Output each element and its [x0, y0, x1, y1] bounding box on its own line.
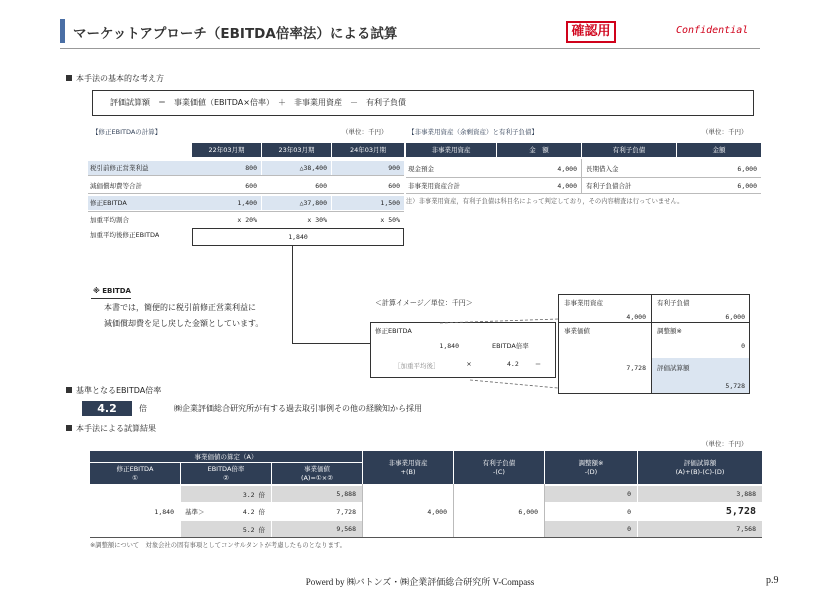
section-heading-text: 本手法による試算結果	[76, 424, 156, 433]
square-bullet-icon	[66, 387, 72, 393]
connector-line	[292, 246, 293, 344]
section-heading-result	[66, 423, 156, 434]
multiple-unit: 倍	[139, 404, 147, 413]
multiple-badge: 4.2	[82, 401, 132, 416]
result-row3-multiple: 5.2 倍	[181, 521, 271, 537]
debt-row-loan-label: 長期借入金	[586, 165, 619, 173]
cell-ebitda-fy22: 1,400	[192, 196, 261, 210]
calc-debt-value: 6,000	[725, 313, 745, 321]
calc-equals-sign: ＝	[534, 360, 542, 368]
square-bullet-icon	[66, 425, 72, 431]
cell-dep-fy22: 600	[245, 182, 257, 190]
cell-op-fy23: △38,400	[262, 161, 331, 175]
page-number: p.9	[766, 575, 779, 586]
result-header-ebitda: 修正EBITDA ①	[90, 463, 180, 484]
nonop-header-debt: 有利子負債	[582, 143, 676, 157]
row-label-adjusted-ebitda: 修正EBITDA	[88, 196, 192, 210]
nonop-row-cash-value: 4,000	[557, 165, 577, 173]
row-divider	[88, 211, 404, 212]
result-row2-multiple: 4.2 倍	[242, 508, 265, 516]
nonop-header-debt-amount: 金額	[677, 143, 761, 157]
calc-ebitda-value: 1,840	[439, 342, 459, 350]
confirm-stamp: 確認用	[566, 21, 616, 43]
weighted-ebitda-value: 1,840	[288, 233, 308, 241]
connector-line	[292, 343, 370, 344]
result-row2-total: 5,728	[725, 506, 756, 517]
result-row2-adj: 0	[627, 507, 631, 516]
calc-result-label: 評価試算額	[657, 364, 690, 372]
row-divider	[406, 177, 761, 178]
row-divider	[406, 193, 761, 194]
col-header-fy22: 22年03月期	[192, 143, 261, 157]
cell-op-fy22: 800	[192, 161, 261, 175]
nonop-note: 注）非事業用資産，有利子負債は科目名によって判定しており，その内容精査は行っていません。	[406, 198, 684, 205]
title-accent-bar	[60, 19, 65, 43]
result-row1-adj: 0	[545, 486, 637, 502]
result-row2-bv: 7,728	[336, 507, 356, 516]
nonop-header-asset: 非事業用資産	[406, 143, 496, 157]
nonop-total-value: 4,000	[557, 182, 577, 190]
result-row1-bv: 5,888	[272, 486, 362, 502]
result-table-bottom-rule	[90, 537, 762, 538]
row-label-operating-profit: 税引前修正営業利益	[88, 161, 192, 175]
debt-row-loan-value: 6,000	[737, 165, 757, 173]
cell-ebitda-fy23: △37,800	[262, 196, 331, 210]
result-table-unit: （単位：千円）	[702, 440, 748, 448]
cell-dep-fy24: 600	[388, 182, 400, 190]
calc-multiple-label: EBITDA倍率	[492, 342, 529, 350]
debt-total-value: 6,000	[737, 182, 757, 190]
square-bullet-icon	[66, 75, 72, 81]
column-divider	[362, 484, 363, 537]
calc-result-value: 5,728	[725, 382, 745, 390]
nonop-row-cash-label: 現金預金	[408, 165, 434, 173]
col-header-fy24: 24年03月期	[332, 143, 404, 157]
page-title: マーケットアプローチ（EBITDA倍率法）による試算	[73, 26, 398, 42]
calc-ebitda-label: 修正EBITDA	[375, 327, 412, 335]
nonop-total-label: 非事業用資産合計	[408, 182, 460, 190]
calc-weighted-tag: ［加重平均後］	[394, 362, 440, 370]
nonop-table-unit: （単位：千円）	[702, 128, 748, 136]
result-row3-bv: 9,568	[272, 521, 362, 537]
result-header-debt: 有利子負債 -(C)	[454, 451, 544, 484]
column-divider	[581, 159, 582, 193]
col-header-fy23: 23年03月期	[262, 143, 331, 157]
row-divider	[88, 175, 404, 176]
cell-op-fy24: 900	[332, 161, 404, 175]
result-row1-multiple: 3.2 倍	[181, 486, 271, 502]
nonop-header-amount: 金 額	[497, 143, 581, 157]
cell-weight-fy24: x 50%	[380, 216, 400, 224]
result-footnote: ※調整額について 対象会社の固有事項としてコンサルタントが考慮したものとなります。	[90, 542, 346, 549]
cell-weight-fy22: x 20%	[237, 216, 257, 224]
result-ebitda-value: 1,840	[154, 507, 174, 516]
cell-dep-fy23: 600	[315, 182, 327, 190]
calc-debt-label: 有利子負債	[657, 299, 690, 307]
calc-bv-label: 事業価値	[564, 327, 590, 335]
cell-ebitda-fy24: 1,500	[332, 196, 404, 210]
result-header-total: 評価試算額 (A)+(B)-(C)-(D)	[638, 451, 762, 484]
result-row3-adj: 0	[545, 521, 637, 537]
cell-weight-fy23: x 30%	[307, 216, 327, 224]
ebitda-note-title: ※ EBITDA	[93, 287, 131, 295]
result-header-nonop: 非事業用資産 +(B)	[363, 451, 453, 484]
formula-box: 評価試算額 ＝ 事業価値（EBITDA×倍率） ＋ 非事業用資産 － 有利子負債	[92, 90, 754, 116]
result-header-bv: 事業価値 (A)=①×②	[272, 463, 362, 484]
ebitda-note-line2: 減価償却費を足し戻した金額としています。	[104, 319, 264, 328]
calc-bv-value: 7,728	[626, 364, 646, 372]
section-heading-basic	[66, 73, 164, 84]
confidential-label: Confidential	[676, 25, 749, 36]
result-row3-total: 7,568	[638, 521, 762, 537]
calc-times-sign: ×	[466, 360, 472, 368]
section-heading-text: 基準となるEBITDA倍率	[76, 386, 162, 395]
result-nonop-value: 4,000	[427, 507, 447, 516]
calc-dashed-guides	[440, 318, 570, 390]
nonop-table-caption: 【非事業用資産（余剰資産）と有利子負債】	[408, 128, 538, 136]
calc-image-caption: ＜計算イメージ／単位：千円＞	[375, 299, 473, 307]
result-header-multiple: EBITDA倍率 ②	[181, 463, 271, 484]
footer-powered-by: Powerd by ㈱バトンズ・㈱企業評価総合研究所 V-Compass	[305, 577, 535, 587]
result-debt-value: 6,000	[518, 507, 538, 516]
section-heading-text: 本手法の基本的な考え方	[76, 74, 164, 83]
weighted-ebitda-label: 加重平均後修正EBITDA	[90, 231, 160, 239]
debt-total-label: 有利子負債合計	[586, 182, 632, 190]
ebitda-note-divider	[91, 298, 131, 299]
row-label-weight: 加重平均割合	[90, 216, 129, 224]
result-header-adj: 調整額※ -(D)	[545, 451, 637, 484]
multiple-source: ㈱企業評価総合研究所が有する過去取引事例その他の経験知から採用	[174, 404, 422, 413]
ebitda-table-unit: （単位：千円）	[342, 128, 388, 136]
ebitda-table-caption: 【修正EBITDAの計算】	[92, 128, 162, 136]
calc-nonop-value: 4,000	[626, 313, 646, 321]
column-divider	[453, 484, 454, 537]
section-heading-multiple	[66, 385, 161, 396]
row-divider	[88, 193, 404, 194]
calc-multiple-value: 4.2	[507, 360, 519, 368]
ebitda-note-line1: 本書では，簡便的に税引前修正営業利益に	[104, 303, 256, 312]
result-base-tag: 基準＞	[185, 508, 205, 516]
result-row1-total: 3,888	[638, 486, 762, 502]
row-label-depreciation: 減価償却費等合計	[90, 182, 142, 190]
calc-nonop-label: 非事業用資産	[564, 299, 603, 307]
calc-adj-label: 調整額※	[657, 327, 682, 335]
column-divider	[544, 484, 545, 537]
result-group-header: 事業価値の算定（A）	[90, 451, 362, 462]
title-divider	[60, 48, 760, 49]
calc-adj-value: 0	[741, 342, 745, 350]
